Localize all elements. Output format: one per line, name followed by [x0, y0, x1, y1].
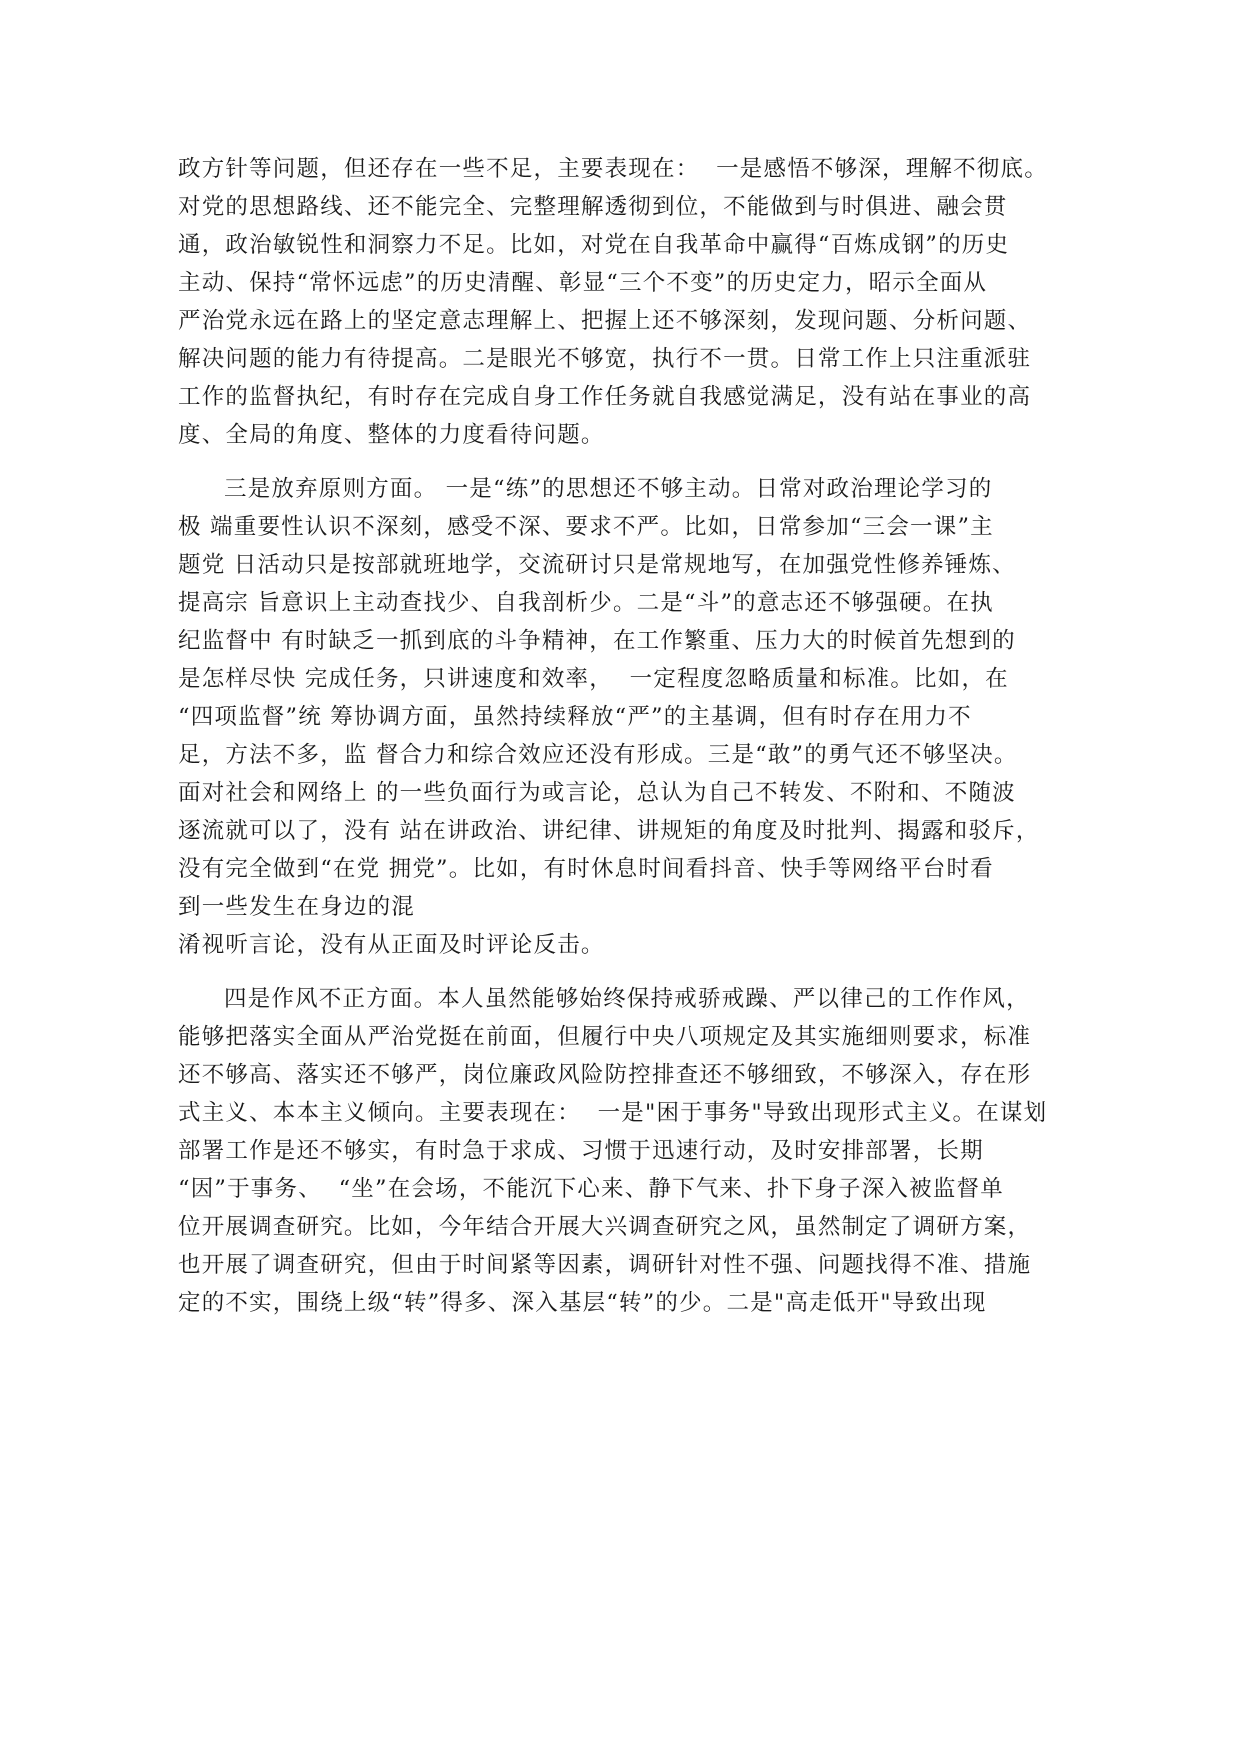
text-line: 四是作风不正方面。本人虽然能够始终保持戒骄戒躁、严以律己的工作作风，: [224, 986, 1030, 1012]
text-line: 对党的思想路线、还不能完全、完整理解透彻到位，不能做到与时俱进、融会贯: [178, 194, 1008, 220]
text-line: 部署工作是还不够实，有时急于求成、习惯于迅速行动，及时安排部署，长期: [178, 1138, 984, 1164]
text-line: 足，方法不多，监 督合力和综合效应还没有形成。三是“敢”的勇气还不够坚决。: [178, 742, 1018, 768]
text-line: 通，政治敏锐性和洞察力不足。比如，对党在自我革命中赢得“百炼成钢”的历史: [178, 232, 1010, 258]
text-line: “因”于事务、 “坐”在会场，不能沉下心来、静下气来、扑下身子深入被监督单: [178, 1176, 1004, 1202]
text-line: 纪监督中 有时缺乏一抓到底的斗争精神，在工作繁重、压力大的时候首先想到的: [178, 628, 1016, 654]
text-line: 面对社会和网络上 的一些负面行为或言论，总认为自己不转发、不附和、不随波: [178, 780, 1016, 806]
text-line: 主动、保持“常怀远虑”的历史清醒、彰显“三个不变”的历史定力，昭示全面从: [178, 270, 988, 296]
paragraph-3: [178, 980, 1098, 1322]
text-line: 到一些发生在身边的混: [178, 894, 416, 920]
text-line: 能够把落实全面从严治党挺在前面，但履行中央八项规定及其实施细则要求，标准: [178, 1024, 1032, 1050]
text-line: “四项监督”统 筹协调方面，虽然持续释放“严”的主基调，但有时存在用力不: [178, 704, 972, 730]
text-line: 是怎样尽快 完成任务，只讲速度和效率， 一定程度忽略质量和标准。比如，在: [178, 666, 1009, 692]
text-line: 没有完全做到“在党 拥党”。比如，有时休息时间看抖音、快手等网络平台时看: [178, 856, 994, 882]
text-line: 题党 日活动只是按部就班地学，交流研讨只是常规地写，在加强党性修养锤炼、: [178, 552, 1016, 578]
text-line: 解决问题的能力有待提高。二是眼光不够宽，执行不一贯。日常工作上只注重派驻: [178, 346, 1032, 372]
text-line: 位开展调查研究。比如，今年结合开展大兴调查研究之风，虽然制定了调研方案，: [178, 1214, 1032, 1240]
text-line: 淆视听言论，没有从正面及时评论反击。: [178, 932, 605, 958]
text-line: 工作的监督执纪，有时存在完成自身工作任务就自我感觉满足，没有站在事业的高: [178, 384, 1032, 410]
text-line: 提高宗 旨意识上主动查找少、自我剖析少。二是“斗”的意志还不够强硬。在执: [178, 590, 994, 616]
text-line: 极 端重要性认识不深刻，感受不深、要求不严。比如，日常参加“三会一课”主: [178, 514, 994, 540]
text-line: 政方针等问题，但还存在一些不足，主要表现在： 一是感悟不够深，理解不彻底。: [178, 156, 1048, 182]
text-line: 还不够高、落实还不够严，岗位廉政风险防控排查还不够细致，不够深入，存在形: [178, 1062, 1032, 1088]
text-line: 也开展了调查研究，但由于时间紧等因素，调研针对性不强、问题找得不准、措施: [178, 1252, 1032, 1278]
text-line: 逐流就可以了，没有 站在讲政治、讲纪律、讲规矩的角度及时批判、揭露和驳斥，: [178, 818, 1040, 844]
paragraph-2: [178, 470, 1098, 964]
text-line: 度、全局的角度、整体的力度看待问题。: [178, 422, 605, 448]
text-line: 式主义、本本主义倾向。主要表现在： 一是"困于事务"导致出现形式主义。在谋划: [178, 1100, 1048, 1126]
text-line: 严治党永远在路上的坚定意志理解上、把握上还不够深刻，发现问题、分析问题、: [178, 308, 1032, 334]
paragraph-1: [178, 150, 1098, 454]
text-line: 定的不实，围绕上级“转”得多、深入基层“转”的少。二是"高走低开"导致出现: [178, 1290, 987, 1316]
document-body: [178, 150, 1098, 1338]
text-line: 三是放弃原则方面。 一是“练”的思想还不够主动。日常对政治理论学习的: [224, 476, 993, 502]
